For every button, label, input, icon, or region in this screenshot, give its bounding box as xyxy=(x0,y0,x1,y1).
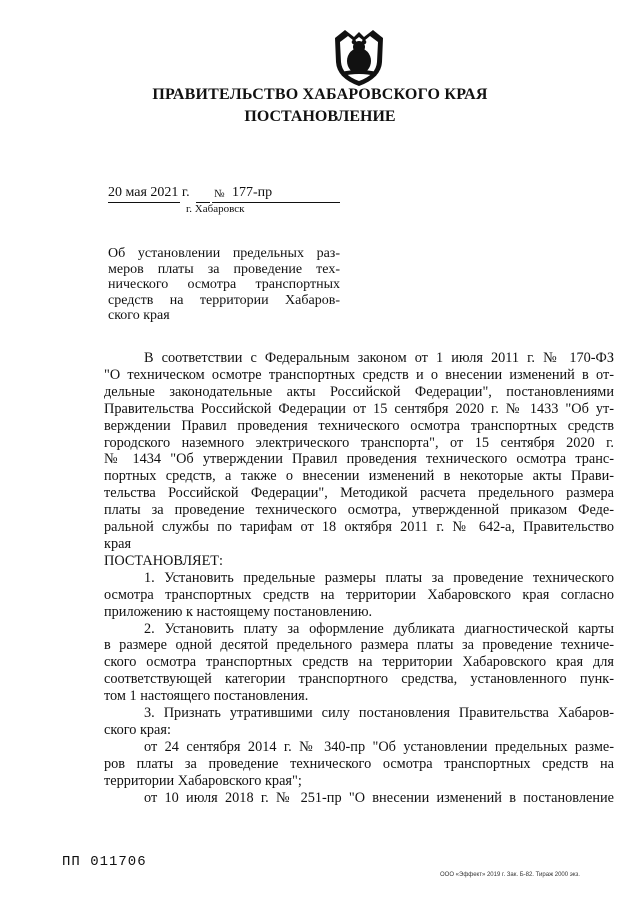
body-line: ского края: xyxy=(104,721,171,738)
body-line: от 24 сентября 2014 г. № 340-пр "Об установлении предельных разме- xyxy=(144,738,614,755)
document-type-title: ПОСТАНОВЛЕНИЕ xyxy=(244,108,396,125)
subject-line: меров платы за проведение тех- xyxy=(108,261,340,277)
body-line: 1. Установить предельные размеры платы за проведение технического xyxy=(144,569,614,586)
document-number: 177-пр xyxy=(232,185,273,200)
body-line: 2. Установить плату за оформление дубликата диагностической карты xyxy=(144,620,614,637)
body-line: территории Хабаровского края"; xyxy=(104,772,302,789)
body-line: городского наземного электрического транспорта", от 15 сентября 2020 г. xyxy=(104,434,614,451)
subject-line: Об установлении предельных раз- xyxy=(108,246,340,261)
khabarovsk-coat-of-arms-icon xyxy=(332,28,386,88)
document-meta xyxy=(108,185,340,203)
body-line: осмотра транспортных средств на территории Хабаровского края согласно xyxy=(104,586,614,603)
document-subject xyxy=(108,246,340,324)
body-line: ров платы за проведение технического осмотра транспортных средств на xyxy=(104,755,614,772)
body-line: тельства Российской Федерации", Методикой расчета предельного размера xyxy=(104,485,614,502)
subject-line: нического осмотра транспортных xyxy=(108,277,340,292)
body-line: том 1 настоящего постановления. xyxy=(104,688,309,705)
body-line: в размере одной десятой предельного размера платы за проведение техниче- xyxy=(104,637,614,654)
body-line: дельные законодательные акты Российской Федерации", постановлениями xyxy=(104,383,614,400)
body-line: края xyxy=(104,535,132,552)
body-line: № 1434 "Об утверждении Правил проведения технического осмотра транс- xyxy=(104,451,614,468)
body-line: Правительства Российской Федерации от 15 сентября 2020 г. № 1433 "Об ут- xyxy=(104,400,614,417)
body-line: приложению к настоящему постановлению. xyxy=(104,603,373,620)
body-line: платы за проведение технического осмотра, утвержденной приказом Феде- xyxy=(104,502,614,519)
government-title: ПРАВИТЕЛЬСТВО ХАБАРОВСКОГО КРАЯ xyxy=(152,86,488,103)
document-date: 20 мая 2021 г. xyxy=(108,185,190,200)
document-city: г. Хабаровск xyxy=(186,203,245,215)
body-line: 3. Признать утратившими силу постановления Правительства Хабаров- xyxy=(144,705,614,722)
number-sign: № xyxy=(214,188,225,200)
subject-line: средств на территории Хабаров- xyxy=(108,292,340,308)
form-serial-number: ПП 011706 xyxy=(62,854,147,870)
body-line: портных средств, а также о внесении изменений в некоторые акты Прави- xyxy=(104,468,614,485)
body-line: соответствующей категории транспортного средства, установленного пунк- xyxy=(104,671,614,688)
body-line: от 10 июля 2018 г. № 251-пр "О внесении изменений в постановление xyxy=(144,789,614,806)
body-line: В соответствии с Федеральным законом от 1 июля 2011 г. № 170-ФЗ xyxy=(144,350,614,366)
document-body xyxy=(104,350,614,806)
body-line: "О техническом осмотре транспортных средств и о внесении изменений в от- xyxy=(104,366,614,383)
body-line: ральной службы по тарифам от 18 октября 2011 г. № 642-а, Правительство xyxy=(104,519,614,536)
body-line: верждении Правил проведения технического осмотра транспортных средств xyxy=(104,417,614,434)
body-line: ского осмотра транспортных средств на территории Хабаровского края для xyxy=(104,654,614,671)
resolution-heading: ПОСТАНОВЛЯЕТ: xyxy=(104,552,224,569)
printer-imprint: ООО «Эффект» 2019 г. Зак. Б-82. Тираж 2000 экз. xyxy=(440,872,580,878)
subject-line: ского края xyxy=(108,308,170,323)
date-underline xyxy=(108,202,180,203)
